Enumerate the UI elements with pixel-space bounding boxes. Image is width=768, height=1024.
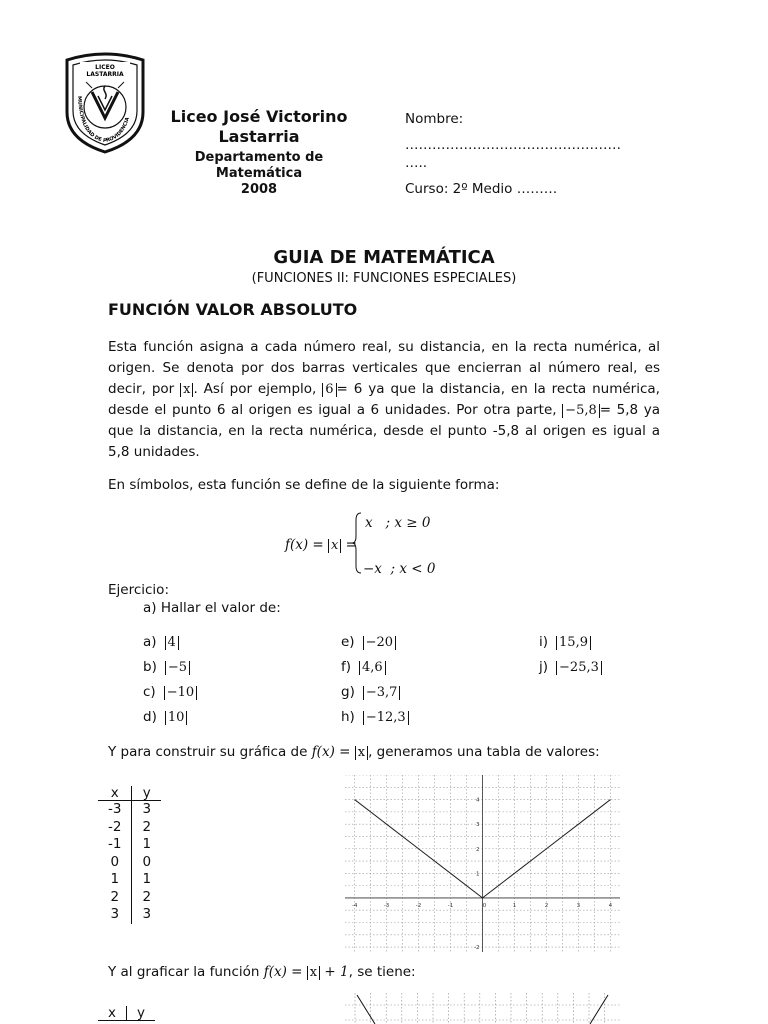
symbols-text: En símbolos, esta función se define de la siguiente forma: [108, 477, 500, 493]
table-row: 2 2 [98, 889, 161, 907]
x-tick-label: -3 [383, 902, 390, 909]
exercise-instruction: a) Hallar el valor de: [143, 600, 281, 616]
table-row: 3 3 [98, 906, 161, 924]
case-negative: −x ; x < 0 [363, 561, 436, 577]
brace-icon [351, 512, 363, 574]
y-tick-label: 2 [476, 846, 480, 853]
exercise-item: e) −20 [341, 634, 396, 650]
graph-intro-2: Y al graficar la función f(x) = x + 1, se tiene: [108, 964, 416, 980]
school-logo [62, 52, 148, 156]
logo-ring-text: MUNICIPALIDAD DE PROVIDENCIA [76, 95, 132, 145]
abs-formula: f(x) = x = x ; x ≥ 0 −x ; x < 0 [285, 510, 465, 574]
intro-paragraph: Esta función asigna a cada número real, su distancia, en la recta numérica, al origen. Se denota por dos barras verticales que encierran al número real, es decir, por x . Así por ejemplo, 6 = 6 ya que la distancia, en la recta numérica, desde el punto 6 al origen es igual a 6 unidades. Por otra parte, −5,8 = 5,8 ya que la distancia, en la recta numérica, desde el punto -5,8 al origen es igual a 5,8 unidades. [108, 339, 660, 460]
exercise-item: d) 10 [143, 709, 187, 725]
name-line: ………………………………………… [405, 137, 621, 153]
x-tick-label: 0 [482, 902, 487, 909]
y-tick-label: 1 [476, 871, 480, 878]
year: 2008 [240, 182, 278, 197]
page-title: GUIA DE MATEMÁTICA [273, 247, 495, 268]
abs-value-chart [345, 775, 620, 952]
x-tick-label: -4 [351, 902, 358, 909]
page-subtitle: (FUNCIONES II: FUNCIONES ESPECIALES) [251, 271, 517, 286]
case-positive: x ; x ≥ 0 [365, 515, 431, 531]
x-tick-label: 3 [576, 902, 581, 909]
values-table [98, 786, 161, 924]
x-tick-label: 1 [512, 902, 517, 909]
y-tick-label: 3 [476, 822, 480, 829]
table-header-x: x [98, 1006, 127, 1021]
table-row: -3 3 [98, 801, 161, 819]
graph-intro: Y para construir su gráfica de f(x) = x , generamos una tabla de valores: [108, 744, 600, 760]
table-row: -2 2 [98, 819, 161, 837]
exercise-item: g) −3,7 [341, 684, 400, 700]
department: Departamento de Matemática [194, 150, 324, 181]
table-header-x: x [98, 786, 132, 801]
section-title: FUNCIÓN VALOR ABSOLUTO [108, 300, 358, 319]
abs-6: 6 [322, 383, 336, 397]
school-name: Liceo José Victorino Lastarria [170, 107, 348, 146]
table-header-y: y [127, 1006, 156, 1021]
table-row: 0 0 [98, 854, 161, 872]
y-tick-label: 4 [476, 797, 480, 804]
table-header-y: y [132, 786, 161, 801]
school-info [150, 107, 368, 198]
exercise-item: h) −12,3 [341, 709, 409, 725]
values-table-2 [98, 1006, 155, 1021]
x-tick-label: 4 [608, 902, 613, 909]
exercise-item: f) 4,6 [341, 659, 386, 675]
abs-x: x [180, 383, 193, 397]
name-label: Nombre: [405, 111, 464, 127]
logo-top-text: LICEO [95, 64, 115, 71]
logo-mid-text: LASTARRIA [86, 71, 124, 78]
x-tick-label: 2 [544, 902, 549, 909]
y-tick-label: -2 [474, 945, 480, 952]
exercise-item: c) −10 [143, 684, 197, 700]
abs-value-plus-one-chart [345, 993, 620, 1024]
exercise-item: i) 15,9 [539, 634, 591, 650]
x-tick-label: -2 [415, 902, 422, 909]
name-line-end: ….. [405, 155, 428, 171]
exercise-label: Ejercicio: [108, 582, 169, 598]
exercise-item: a) 4 [143, 634, 179, 650]
exercise-item: b) −5 [143, 659, 190, 675]
course-label: Curso: 2º Medio ……… [405, 181, 558, 197]
table-row: 1 1 [98, 871, 161, 889]
table-row: -1 1 [98, 836, 161, 854]
x-tick-label: -1 [447, 902, 454, 909]
student-fields [405, 106, 621, 202]
exercise-item: j) −25,3 [539, 659, 602, 675]
abs-neg-5-8: −5,8 [562, 404, 600, 418]
